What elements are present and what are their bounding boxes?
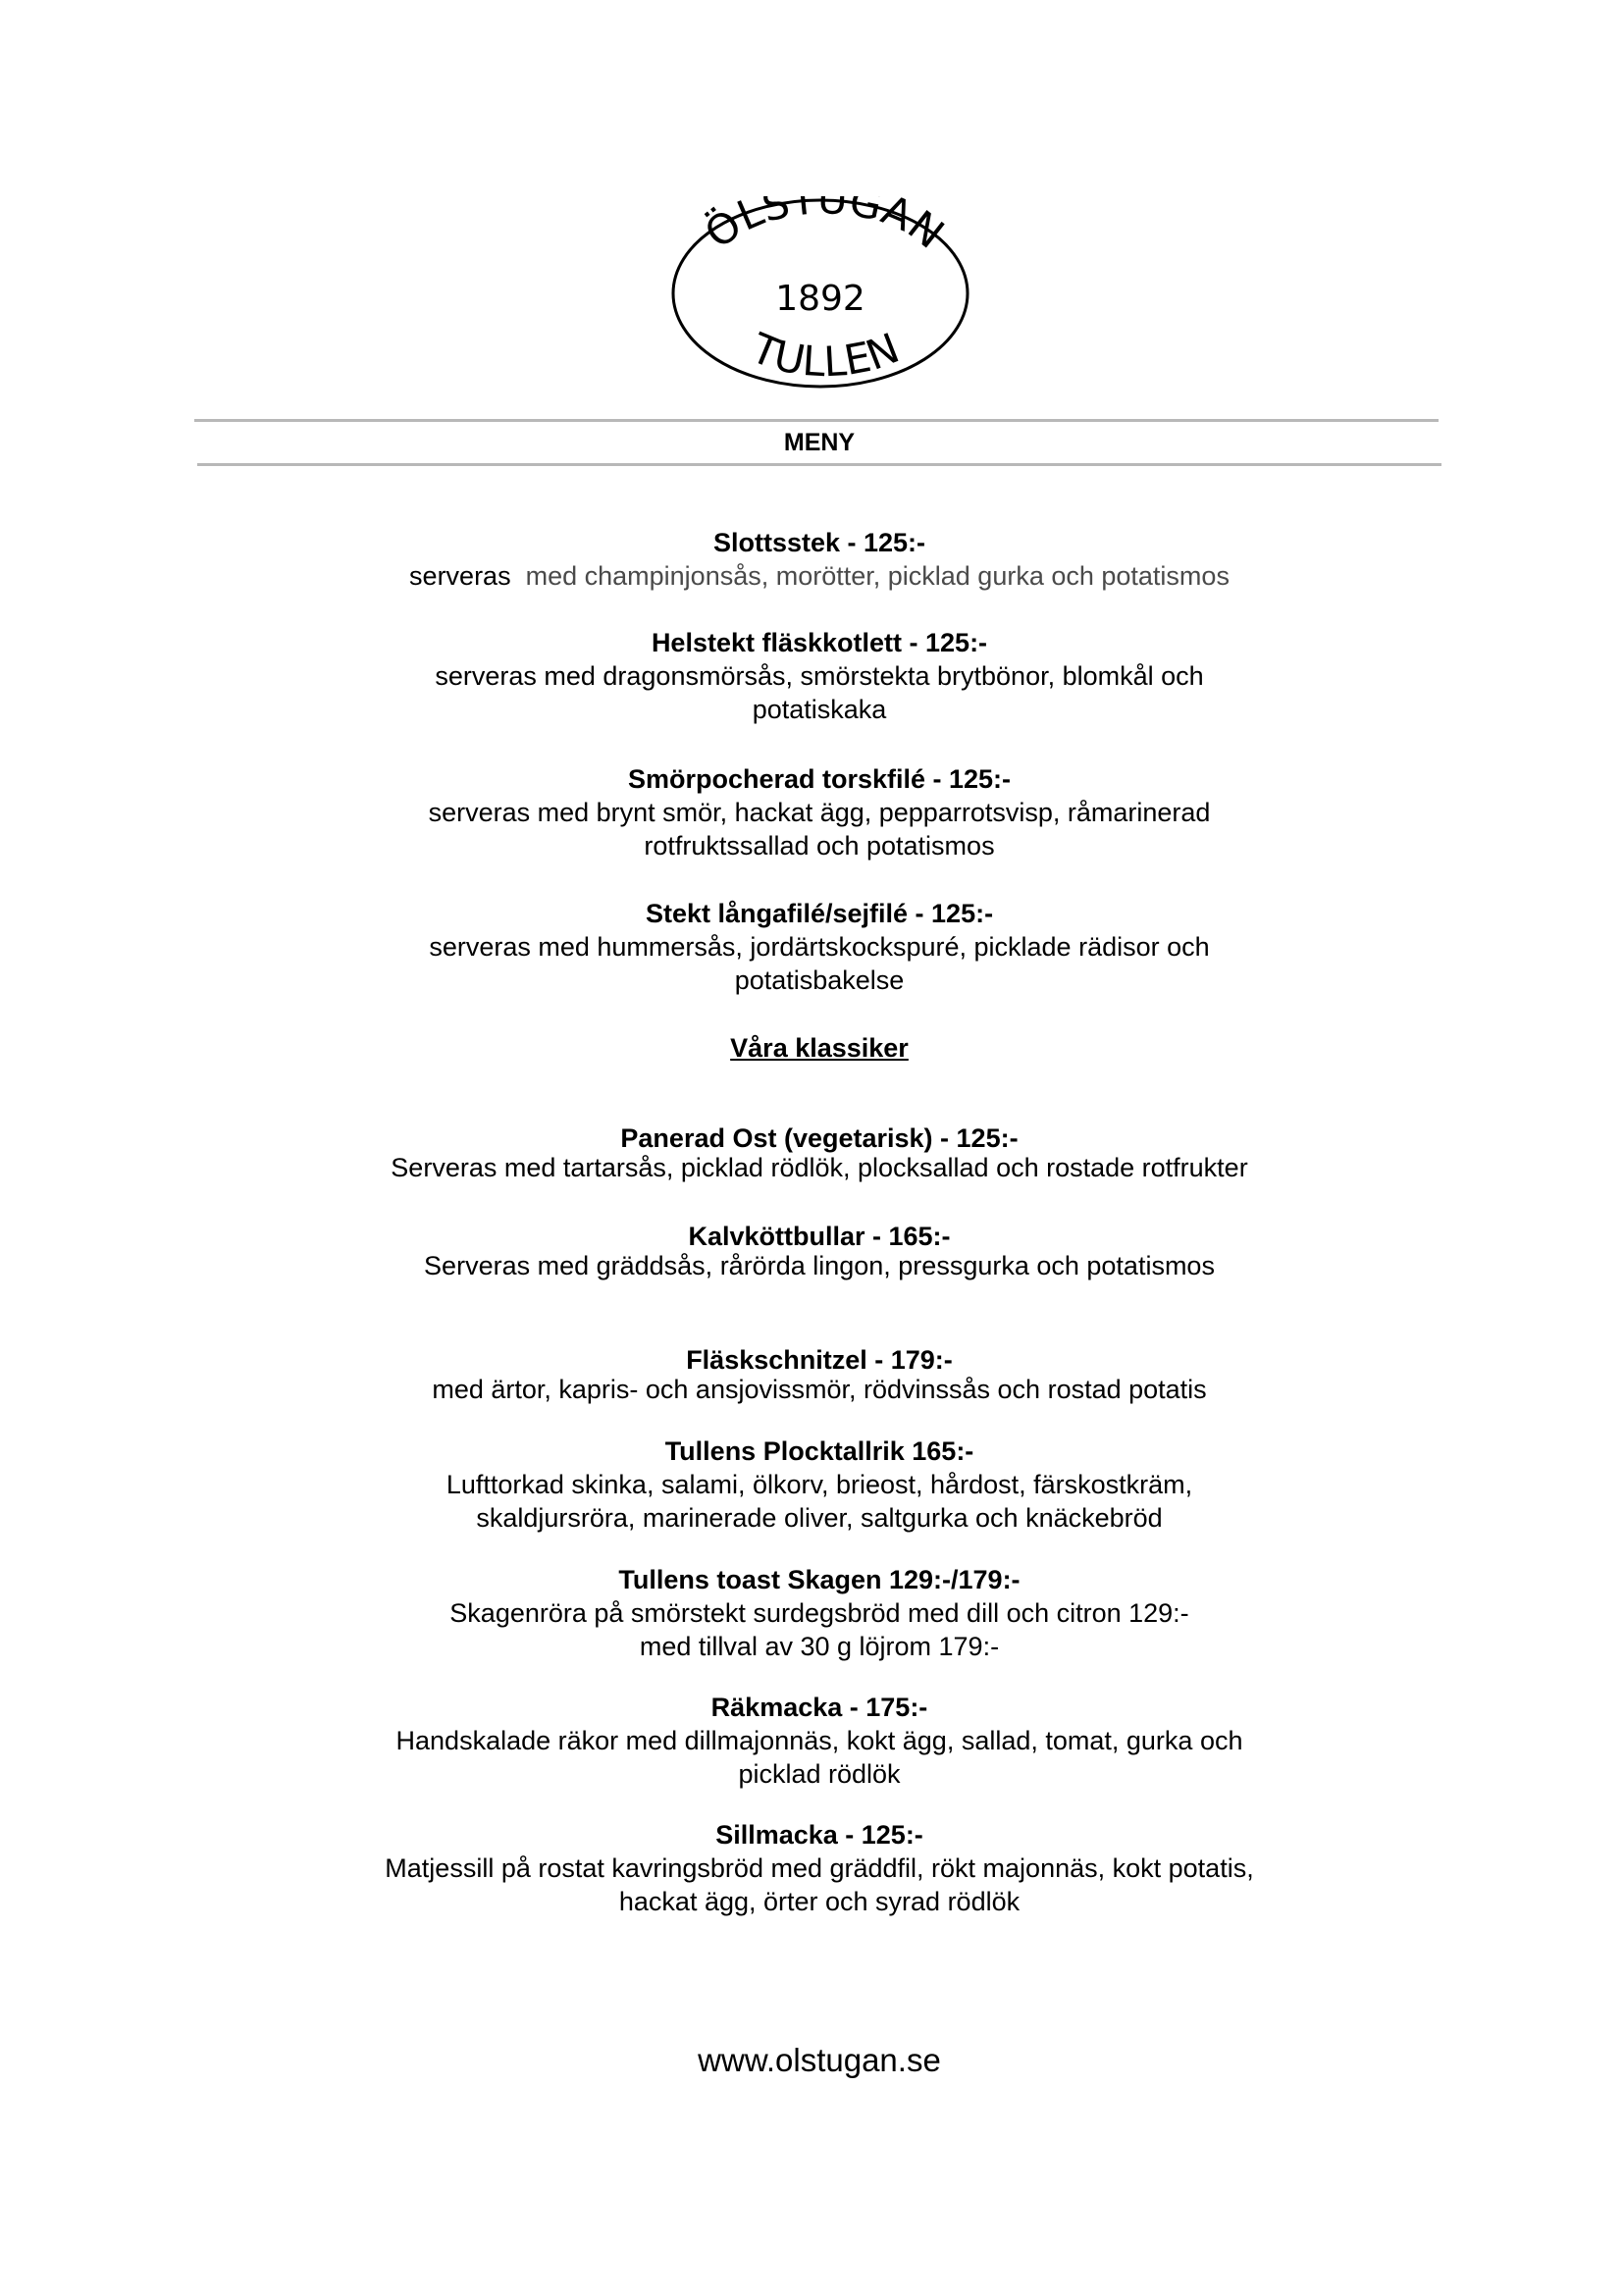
dish-title: Slottsstek - 125:- — [712, 528, 926, 557]
website-link[interactable]: www.olstugan.se — [698, 2042, 941, 2078]
logo-emblem — [670, 196, 970, 391]
dish-description-line: Lufttorkad skinka, salami, ölkorv, brieost, hårdost, färskostkräm, — [445, 1470, 1193, 1499]
dish-description-line: Serveras med tartarsås, picklad rödlök, plocksallad och rostade rotfrukter — [391, 1153, 1248, 1182]
logo-year: 1892 — [775, 279, 865, 319]
svg-text:ÖLSTUGAN — [695, 196, 953, 258]
menu-item-flaskkotlett — [294, 626, 1344, 726]
dish-description-line: potatisbakelse — [734, 965, 905, 995]
logo-top-text: ÖLSTUGAN — [695, 196, 954, 258]
section-heading-klassiker: Våra klassiker — [730, 1033, 909, 1063]
dish-description-line: rotfruktssallad och potatismos — [644, 831, 995, 861]
menu-item-sillmacka — [245, 1818, 1393, 1918]
dish-description-line: med tillval av 30 g löjrom 179:- — [639, 1632, 1000, 1661]
dish-description-rest: med champinjonsås, morötter, picklad gurka och potatismos — [525, 561, 1230, 591]
dish-title: Tullens Plocktallrik 165:- — [664, 1436, 974, 1466]
dish-title: Panerad Ost (vegetarisk) - 125:- — [620, 1123, 1019, 1153]
menu-item-rakmacka — [245, 1691, 1393, 1791]
menu-item-slottsstek — [294, 526, 1344, 593]
dish-description-line: serveras med brynt smör, hackat ägg, pepparrotsvisp, råmarinerad — [428, 798, 1211, 827]
dish-title: Räkmacka - 175:- — [710, 1693, 928, 1722]
menu-heading: MENY — [783, 429, 856, 456]
menu-item-panerad-ost — [245, 1123, 1393, 1182]
dish-description-line: Skagenröra på smörstekt surdegsbröd med dill och citron 129:- — [449, 1598, 1189, 1628]
dish-description-line: med ärtor, kapris- och ansjovissmör, rödvinssås och rostad potatis — [432, 1375, 1207, 1404]
dish-description-line: Matjessill på rostat kavringsbröd med gräddfil, rökt majonnäs, kokt potatis, — [385, 1853, 1254, 1883]
dish-title: Tullens toast Skagen 129:-/179:- — [618, 1565, 1021, 1594]
dish-description-line: hackat ägg, örter och syrad rödlök — [618, 1887, 1021, 1916]
menu-item-torskfile — [294, 762, 1344, 862]
dish-description — [294, 559, 1344, 593]
dish-description-line: skaldjursröra, marinerade oliver, saltgurka och knäckebröd — [476, 1503, 1163, 1533]
dish-description-line: serveras med dragonsmörsås, smörstekta brytbönor, blomkål och — [435, 661, 1204, 691]
header-rule-top — [194, 419, 1439, 422]
menu-item-toast-skagen — [294, 1563, 1344, 1663]
svg-text:TULLEN — [744, 324, 906, 387]
dish-description-line: Handskalade räkor med dillmajonnäs, kokt ägg, sallad, tomat, gurka och — [395, 1726, 1243, 1755]
dish-title: Helstekt fläskkotlett - 125:- — [651, 628, 988, 657]
menu-item-langafile — [294, 897, 1344, 997]
dish-title: Stekt långafilé/sejfilé - 125:- — [645, 899, 994, 928]
header-rule-bottom — [197, 463, 1441, 466]
dish-title: Fläskschnitzel - 179:- — [686, 1345, 953, 1375]
logo-bottom-text: TULLEN — [744, 323, 906, 387]
dish-description-line: serveras med hummersås, jordärtskockspuré, picklade rädisor och — [429, 932, 1210, 962]
dish-title: Sillmacka - 125:- — [715, 1820, 923, 1850]
olstugan-logo — [670, 196, 970, 391]
dish-title: Kalvköttbullar - 165:- — [688, 1222, 951, 1251]
dish-description-line: potatiskaka — [752, 695, 887, 724]
menu-item-flaskschnitzel — [294, 1345, 1344, 1404]
menu-item-kalvkottbullar — [294, 1222, 1344, 1280]
dish-title: Smörpocherad torskfilé - 125:- — [627, 764, 1012, 794]
menu-item-plocktallrik — [294, 1434, 1344, 1535]
dish-description-line: Serveras med gräddsås, rårörda lingon, pressgurka och potatismos — [424, 1251, 1215, 1280]
dish-description-lead: serveras — [409, 561, 511, 591]
dish-description-line: picklad rödlök — [738, 1759, 901, 1789]
